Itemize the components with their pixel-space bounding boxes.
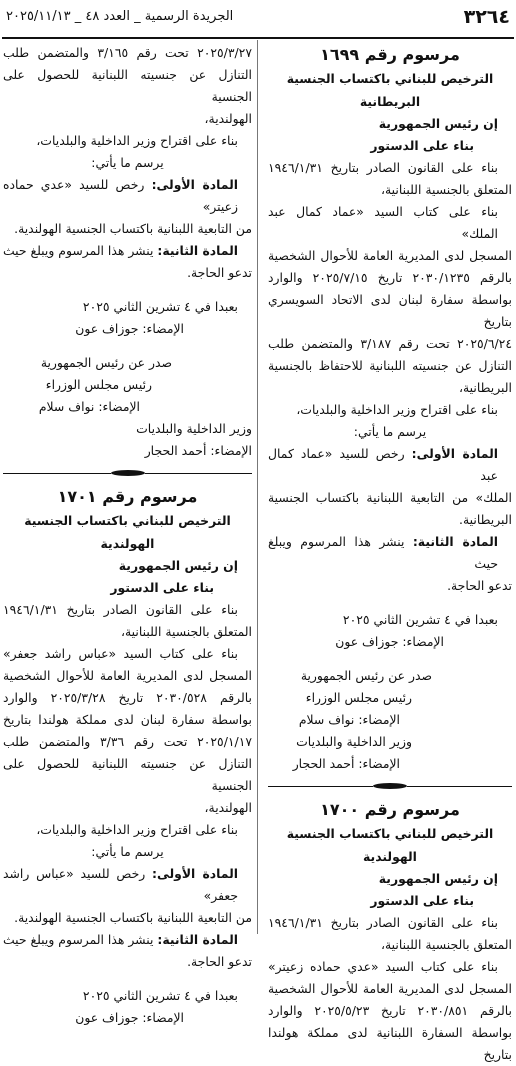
letter-line: ٢٠٢٥/١/١٧ تحت رقم ٣/٣٦ والمتضمن طلب bbox=[3, 734, 253, 749]
decrees-line: يرسم ما يأتي: bbox=[91, 844, 164, 859]
decree-title: مرسوم رقم ١٧٠١ bbox=[57, 487, 198, 506]
article-text: ينشر هذا المرسوم ويبلغ حيث bbox=[2, 932, 154, 947]
letter-line: بواسطة سفارة لبنان لدى مملكة هولندا بتاريخ bbox=[3, 712, 252, 727]
article-label: المادة الأولى: bbox=[151, 866, 238, 881]
decree-subject: الترخيص للبناني باكتساب الجنسية الهولندية bbox=[24, 513, 231, 551]
signature-minister: الإمضاء: أحمد الحجار bbox=[292, 756, 400, 771]
letter-line: بالرقم ٢٠٣٠/٨٥١ تاريخ ٢٠٢٥/٥/٢٣ والوارد bbox=[268, 1003, 512, 1018]
constitution-line: بناء على الدستور bbox=[370, 138, 474, 153]
proposal-line: بناء على اقتراح وزير الداخلية والبلديات، bbox=[36, 822, 238, 837]
issued-by: صدر عن رئيس الجمهورية bbox=[300, 668, 432, 683]
president-line: إن رئيس الجمهورية bbox=[378, 871, 498, 886]
article-label: المادة الأولى: bbox=[151, 177, 238, 192]
letter-line: الهولندية، bbox=[204, 111, 252, 126]
article-text: تدعو الحاجة. bbox=[187, 265, 252, 280]
article-text: رخص للسيد «عباس راشد جعفر» bbox=[3, 866, 238, 903]
article-2 bbox=[3, 240, 252, 262]
letter-line: بناء على كتاب السيد «عماد كمال عبد الملك» bbox=[268, 204, 498, 241]
letter-line: المسجل لدى المديرية العامة للأحوال الشخصية bbox=[3, 668, 252, 683]
letter-line: المسجل لدى المديرية العامة للأحوال الشخصية bbox=[268, 248, 512, 263]
article-1 bbox=[3, 174, 252, 218]
president-line: إن رئيس الجمهورية bbox=[378, 116, 498, 131]
article-text: ينشر هذا المرسوم ويبلغ حيث bbox=[2, 243, 154, 258]
date-line: بعبدا في ٤ تشرين الثاني ٢٠٢٥ bbox=[82, 299, 238, 314]
decree-separator bbox=[268, 777, 512, 795]
law-line: المتعلق بالجنسية اللبنانية، bbox=[121, 624, 252, 639]
article-1 bbox=[3, 863, 252, 907]
law-line: بناء على القانون الصادر بتاريخ ١٩٤٦/١/٣١ bbox=[3, 602, 238, 617]
law-line: بناء على القانون الصادر بتاريخ ١٩٤٦/١/٣١ bbox=[268, 915, 498, 930]
article-1 bbox=[268, 443, 512, 487]
signature-pm: الإمضاء: نواف سلام bbox=[298, 712, 400, 727]
header-rule bbox=[2, 37, 514, 39]
president-line: إن رئيس الجمهورية bbox=[118, 558, 238, 573]
minister-title: وزير الداخلية والبلديات bbox=[296, 734, 412, 749]
decree-1701 bbox=[3, 484, 252, 1029]
date-line: بعبدا في ٤ تشرين الثاني ٢٠٢٥ bbox=[342, 612, 498, 627]
letter-line: التنازل عن جنسيته اللبنانية للحصول على الجنسية bbox=[3, 756, 252, 793]
article-text: من التابعية اللبنانية باكتساب الجنسية الهولندية. bbox=[14, 910, 252, 925]
column-divider bbox=[257, 40, 258, 934]
article-text: البريطانية. bbox=[459, 512, 512, 527]
article-text: تدعو الحاجة. bbox=[447, 578, 512, 593]
article-label: المادة الثانية: bbox=[157, 932, 238, 947]
proposal-line: بناء على اقتراح وزير الداخلية والبلديات، bbox=[296, 402, 498, 417]
decrees-line: يرسم ما يأتي: bbox=[91, 155, 164, 170]
letter-line: بناء على كتاب السيد «عباس راشد جعفر» bbox=[3, 646, 238, 661]
article-label: المادة الثانية: bbox=[157, 243, 238, 258]
pm-title: رئيس مجلس الوزراء bbox=[45, 377, 152, 392]
proposal-line: بناء على اقتراح وزير الداخلية والبلديات، bbox=[36, 133, 238, 148]
decree-1699 bbox=[268, 42, 512, 775]
letter-line: بواسطة سفارة لبنان لدى الاتحاد السويسري بتاريخ bbox=[268, 292, 512, 329]
article-text: تدعو الحاجة. bbox=[187, 954, 252, 969]
article-2 bbox=[3, 929, 252, 951]
letter-line: التنازل عن جنسيته اللبنانية للاحتفاظ بالجنسية bbox=[268, 358, 512, 373]
signature-president: الإمضاء: جوزاف عون bbox=[75, 1010, 184, 1025]
letter-line: البريطانية، bbox=[458, 380, 512, 395]
decree-title: مرسوم رقم ١٦٩٩ bbox=[320, 45, 460, 64]
letter-line: التنازل عن جنسيته اللبنانية للحصول على الجنسية bbox=[3, 67, 252, 104]
article-text: من التابعية اللبنانية باكتساب الجنسية الهولندية. bbox=[14, 221, 252, 236]
left-column bbox=[3, 42, 252, 1029]
signature-president: الإمضاء: جوزاف عون bbox=[335, 634, 444, 649]
letter-line: بالرقم ٢٠٣٠/١٢٣٥ تاريخ ٢٠٢٥/٧/١٥ والوارد bbox=[268, 270, 512, 285]
right-column bbox=[268, 42, 512, 1066]
letter-line: بالرقم ٢٠٣٠/٥٢٨ تاريخ ٢٠٢٥/٣/٢٨ والوارد bbox=[3, 690, 252, 705]
decree-subject: الترخيص للبناني باكتساب الجنسية البريطانية bbox=[286, 71, 494, 109]
constitution-line: بناء على الدستور bbox=[370, 893, 474, 908]
article-text: الملك» من التابعية اللبنانية باكتساب الجنسية bbox=[268, 490, 512, 505]
decree-subject: الترخيص للبناني باكتساب الجنسية الهولندية bbox=[286, 826, 494, 864]
letter-line: الهولندية، bbox=[204, 800, 252, 815]
decrees-line: يرسم ما يأتي: bbox=[353, 424, 427, 439]
article-label: المادة الأولى: bbox=[411, 446, 498, 461]
article-text: رخص للسيد «عماد كمال عبد bbox=[268, 446, 498, 483]
article-text: ينشر هذا المرسوم ويبلغ حيث bbox=[268, 534, 498, 571]
letter-line: ٢٠٢٥/٣/٢٧ تحت رقم ٣/١٦٥ والمتضمن طلب bbox=[3, 45, 252, 60]
constitution-line: بناء على الدستور bbox=[110, 580, 214, 595]
minister-title: وزير الداخلية والبلديات bbox=[136, 421, 252, 436]
decree-separator bbox=[3, 464, 252, 482]
letter-line: ٢٠٢٥/٦/٢٤ تحت رقم ٣/١٨٧ والمتضمن طلب bbox=[268, 336, 512, 351]
decree-1700-continued bbox=[3, 42, 252, 462]
page-header bbox=[0, 0, 516, 38]
decree-title: مرسوم رقم ١٧٠٠ bbox=[320, 800, 460, 819]
law-line: المتعلق بالجنسية اللبنانية، bbox=[381, 182, 512, 197]
letter-line: بواسطة السفارة اللبنانية لدى مملكة هولندا بتاريخ bbox=[268, 1025, 512, 1062]
pm-title: رئيس مجلس الوزراء bbox=[305, 690, 412, 705]
article-text: رخص للسيد «عدي حماده زعيتر» bbox=[3, 177, 238, 214]
letter-line: بناء على كتاب السيد «عدي حماده زعيتر» bbox=[268, 959, 498, 974]
decree-1700 bbox=[268, 797, 512, 1066]
letter-line: المسجل لدى المديرية العامة للأحوال الشخصية bbox=[268, 981, 512, 996]
signature-pm: الإمضاء: نواف سلام bbox=[38, 399, 140, 414]
date-line: بعبدا في ٤ تشرين الثاني ٢٠٢٥ bbox=[82, 988, 238, 1003]
article-2 bbox=[268, 531, 512, 575]
issued-by: صدر عن رئيس الجمهورية bbox=[40, 355, 172, 370]
article-label: المادة الثانية: bbox=[412, 534, 498, 549]
gazette-issue-title: الجريدة الرسمية _ العدد ٤٨ _ ٢٠٢٥/١١/١٣ bbox=[6, 9, 234, 24]
signature-president: الإمضاء: جوزاف عون bbox=[75, 321, 184, 336]
signature-minister: الإمضاء: أحمد الحجار bbox=[144, 443, 252, 458]
page-number: ٣٢٦٤ bbox=[463, 6, 510, 28]
law-line: بناء على القانون الصادر بتاريخ ١٩٤٦/١/٣١ bbox=[268, 160, 498, 175]
law-line: المتعلق بالجنسية اللبنانية، bbox=[381, 937, 512, 952]
